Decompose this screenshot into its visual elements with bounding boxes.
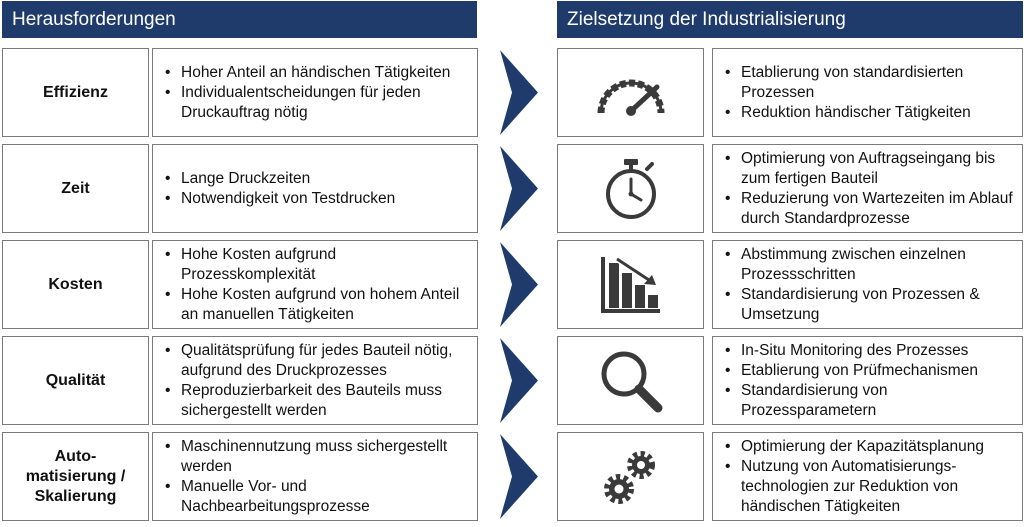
list-item: • Etablierung von Prüfmechanismen (725, 361, 1016, 381)
list-item: • Optimierung von Auftragseingang bis zum fertigen Bauteil (725, 149, 1016, 189)
arrow-chevron-icon (500, 146, 538, 231)
magnifier-icon (597, 347, 665, 415)
list-item: • Hohe Kosten aufgrund von hohem Anteil an manuellen Tätigkeiten (165, 285, 471, 325)
icon-box-auto-matisierung-skalierung (557, 432, 704, 521)
header-goals: Zielsetzung der Industrialisierung (557, 1, 1023, 38)
list-item: • Qualitätsprüfung für jedes Bauteil nötig, aufgrund des Druckprozesses (165, 341, 471, 381)
list-item: • Hohe Kosten aufgrund Prozesskomplexität (165, 245, 471, 285)
list-item: • Nutzung von Automatisierungs-technologien zur Reduktion von händischen Tätigkeiten (725, 457, 1016, 517)
speedometer-icon (593, 67, 669, 119)
goals-box-zeit (712, 144, 1023, 233)
arrow-chevron-icon (500, 434, 538, 519)
list-item: • In-Situ Monitoring des Prozesses (725, 341, 1016, 361)
list-item: • Standardisierung von Prozessen & Umsetzung (725, 285, 1016, 325)
list-item: • Etablierung von standardisierten Prozessen (725, 63, 1016, 103)
declining-bar-chart-icon (600, 255, 662, 315)
list-item: • Reduktion händischer Tätigkeiten (725, 103, 1016, 123)
list-item: • Hoher Anteil an händischen Tätigkeiten (165, 63, 471, 83)
challenges-box-qualität (152, 336, 478, 425)
stopwatch-icon (603, 157, 659, 221)
challenges-box-kosten (152, 240, 478, 329)
goals-box-kosten (712, 240, 1023, 329)
icon-box-qualität (557, 336, 704, 425)
gears-icon (599, 445, 663, 509)
row-label-effizienz (2, 48, 149, 137)
arrow-chevron-icon (500, 242, 538, 327)
list-item: • Maschinennutzung muss sichergestellt werden (165, 437, 471, 477)
list-item: • Abstimmung zwischen einzelnen Prozessschritten (725, 245, 1016, 285)
row-label-text: Effizienz (43, 83, 108, 101)
row-label-kosten (2, 240, 149, 329)
row-label-zeit (2, 144, 149, 233)
list-item: • Reduzierung von Wartezeiten im Ablauf durch Standardprozesse (725, 189, 1016, 229)
row-label-text: Qualität (45, 371, 106, 389)
list-item: • Lange Druckzeiten (165, 169, 395, 189)
list-item: • Individualentscheidungen für jeden Druckauftrag nötig (165, 83, 471, 123)
row-label-auto-matisierung-skalierung (2, 432, 149, 521)
goals-box-qualität (712, 336, 1023, 425)
challenges-box-effizienz (152, 48, 478, 137)
list-item: • Manuelle Vor- und Nachbearbeitungsprozesse (165, 477, 471, 517)
list-item: • Reproduzierbarkeit des Bauteils muss sichergestellt werden (165, 381, 471, 421)
goals-box-effizienz (712, 48, 1023, 137)
challenges-box-auto-matisierung-skalierung (152, 432, 478, 521)
list-item: • Optimierung der Kapazitätsplanung (725, 437, 1016, 457)
row-label-text: Zeit (61, 179, 90, 197)
row-label-qualität (2, 336, 149, 425)
header-challenges: Herausforderungen (2, 1, 477, 38)
list-item: • Standardisierung von Prozessparametern (725, 381, 1016, 421)
goals-box-auto-matisierung-skalierung (712, 432, 1023, 521)
icon-box-zeit (557, 144, 704, 233)
list-item: • Notwendigkeit von Testdrucken (165, 189, 395, 209)
row-label-text: Auto- matisierung / Skalierung (25, 447, 126, 505)
arrow-chevron-icon (500, 50, 538, 135)
arrow-chevron-icon (500, 338, 538, 423)
challenges-box-zeit (152, 144, 478, 233)
icon-box-effizienz (557, 48, 704, 137)
row-label-text: Kosten (48, 275, 103, 293)
icon-box-kosten (557, 240, 704, 329)
